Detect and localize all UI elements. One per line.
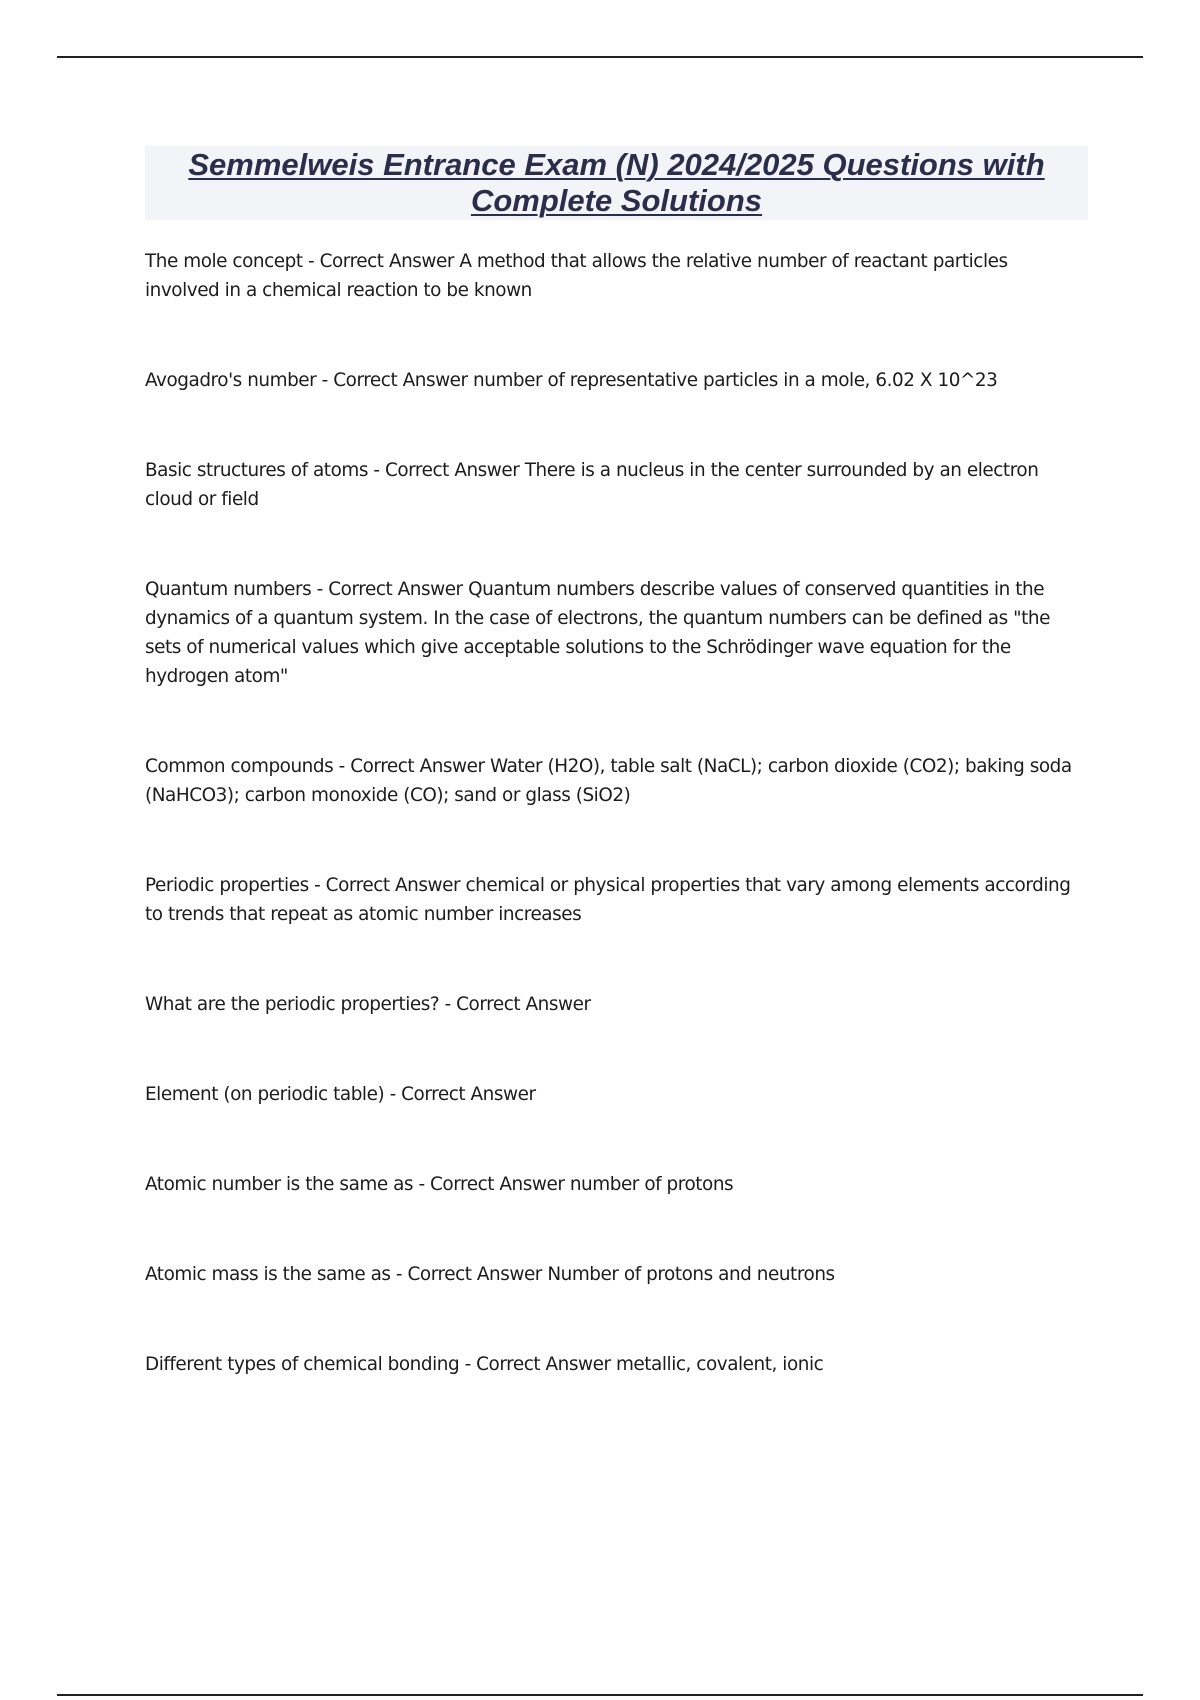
qa-item: Atomic number is the same as - Correct Answer number of protons <box>145 1174 734 1195</box>
qa-list <box>145 247 1075 1440</box>
qa-item: Element (on periodic table) - Correct Answer <box>145 1084 536 1105</box>
qa-item: Quantum numbers - Correct Answer Quantum numbers describe values of conserved quantities in the dynamics of a quantum system. In the case of electrons, the quantum numbers can be defined as "the sets of numerical values which give acceptable solutions to the Schrödinger wave equation for the hydrogen atom" <box>145 579 1050 687</box>
footer-rule <box>57 1694 1143 1696</box>
qa-item: Basic structures of atoms - Correct Answer There is a nucleus in the center surrounded by an electron cloud or field <box>145 460 1039 510</box>
qa-item: Periodic properties - Correct Answer chemical or physical properties that vary among elements according to trends that repeat as atomic number increases <box>145 875 1071 925</box>
title-banner <box>145 146 1088 220</box>
qa-item: Common compounds - Correct Answer Water (H2O), table salt (NaCL); carbon dioxide (CO2); baking soda (NaHCO3); carbon monoxide (CO); sand or glass (SiO2) <box>145 756 1072 806</box>
qa-item: Atomic mass is the same as - Correct Answer Number of protons and neutrons <box>145 1264 835 1285</box>
qa-item: Avogadro's number - Correct Answer number of representative particles in a mole, 6.02 X 10^23 <box>145 370 998 391</box>
qa-item: Different types of chemical bonding - Correct Answer metallic, covalent, ionic <box>145 1354 824 1375</box>
qa-item: What are the periodic properties? - Correct Answer <box>145 994 591 1015</box>
header-rule <box>57 56 1143 58</box>
document-title: Semmelweis Entrance Exam (N) 2024/2025 Questions with Complete Solutions <box>188 147 1045 218</box>
qa-item: The mole concept - Correct Answer A method that allows the relative number of reactant particles involved in a chemical reaction to be known <box>145 251 1008 301</box>
